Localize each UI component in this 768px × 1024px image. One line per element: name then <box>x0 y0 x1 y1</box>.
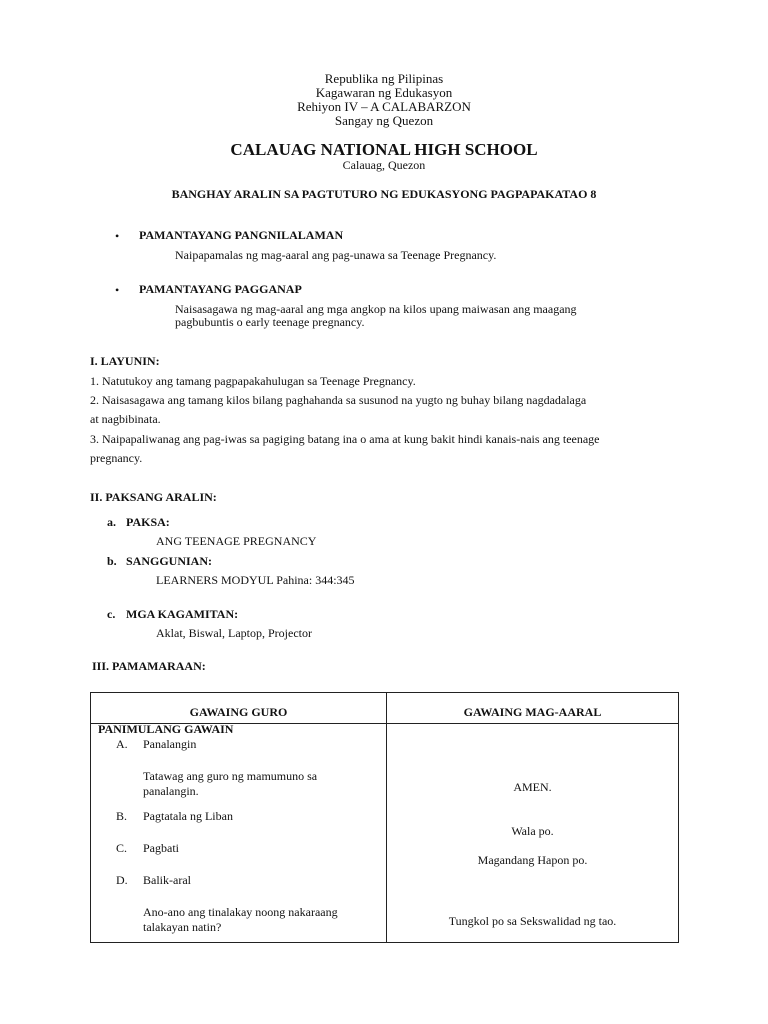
standard-text-performance-line2: pagbubuntis o early teenage pregnancy. <box>175 315 365 329</box>
layunin-item-2-line2: at nagbibinata. <box>90 412 161 426</box>
header-division: Sangay ng Quezon <box>334 113 434 128</box>
sanggunian-value: LEARNERS MODYUL Pahina: 344:345 <box>156 573 355 587</box>
step-panalangin-detail-line1: Tatawag ang guro ng mamumuno sa <box>143 769 318 783</box>
step-panalangin: Panalangin <box>143 737 197 751</box>
pamamaraan-heading: III. PAMAMARAAN: <box>92 659 206 673</box>
step-letter-b: B. <box>116 809 128 823</box>
kagamitan-label: MGA KAGAMITAN: <box>126 607 239 621</box>
response-pagbati: Magandang Hapon po. <box>477 853 588 867</box>
step-letter-c: C. <box>116 841 128 855</box>
item-letter-b: b. <box>107 554 117 568</box>
step-pagtatala: Pagtatala ng Liban <box>143 809 233 823</box>
table-header-student: GAWAING MAG-AARAL <box>463 705 602 719</box>
standard-text-performance-line1: Naisasagawa ng mag-aaral ang mga angkop na kilos upang maiwasan ang maagang <box>175 302 577 316</box>
paksa-label: PAKSA: <box>126 515 170 529</box>
step-balik-aral-detail-line1: Ano-ano ang tinalakay noong nakaraang <box>143 905 338 919</box>
item-letter-a: a. <box>107 515 116 529</box>
school-name: CALAUAG NATIONAL HIGH SCHOOL <box>230 140 538 159</box>
header-department: Kagawaran ng Edukasyon <box>315 85 453 100</box>
standard-text-content: Naipapamalas ng mag-aaral ang pag-unawa sa Teenage Pregnancy. <box>175 248 497 262</box>
sanggunian-label: SANGGUNIAN: <box>126 554 213 568</box>
step-letter-d: D. <box>116 873 128 887</box>
standard-heading-content: PAMANTAYANG PANGNILALAMAN <box>139 228 344 242</box>
table-column-divider <box>386 693 387 942</box>
response-wala: Wala po. <box>511 824 554 838</box>
paksa-value: ANG TEENAGE PREGNANCY <box>156 534 317 548</box>
layunin-heading: I. LAYUNIN: <box>90 354 160 368</box>
school-location: Calauag, Quezon <box>342 158 426 172</box>
layunin-item-2-line1: 2. Naisasagawa ang tamang kilos bilang paghahanda sa susunod na yugto ng buhay bilang nagdadalaga <box>90 393 587 407</box>
step-panalangin-detail-line2: panalangin. <box>143 784 199 798</box>
document-title: BANGHAY ARALIN SA PAGTUTURO NG EDUKASYONG PAGPAPAKATAO 8 <box>171 187 597 201</box>
header-republic: Republika ng Pilipinas <box>324 71 444 86</box>
layunin-item-3-line2: pregnancy. <box>90 451 143 465</box>
table-section-title: PANIMULANG GAWAIN <box>98 722 234 736</box>
table-header-teacher: GAWAING GURO <box>189 705 288 719</box>
step-balik-aral-detail-line2: talakayan natin? <box>143 920 222 934</box>
bullet-icon: • <box>115 229 120 243</box>
response-amen: AMEN. <box>513 780 552 794</box>
header-region: Rehiyon IV – A CALABARZON <box>297 99 471 114</box>
response-balik-aral: Tungkol po sa Sekswalidad ng tao. <box>448 914 617 928</box>
layunin-item-1: 1. Natutukoy ang tamang pagpapakahulugan sa Teenage Pregnancy. <box>90 374 416 388</box>
step-letter-a: A. <box>116 737 128 751</box>
item-letter-c: c. <box>107 607 116 621</box>
bullet-icon: • <box>115 283 120 297</box>
procedure-table <box>90 692 679 943</box>
step-balik-aral: Balik-aral <box>143 873 191 887</box>
layunin-item-3-line1: 3. Naipapaliwanag ang pag-iwas sa pagiging batang ina o ama at kung bakit hindi kanais-nais ang teenage <box>90 432 600 446</box>
step-pagbati: Pagbati <box>143 841 179 855</box>
paksang-aralin-heading: II. PAKSANG ARALIN: <box>90 490 217 504</box>
standard-heading-performance: PAMANTAYANG PAGGANAP <box>139 282 302 296</box>
kagamitan-value: Aklat, Biswal, Laptop, Projector <box>156 626 312 640</box>
